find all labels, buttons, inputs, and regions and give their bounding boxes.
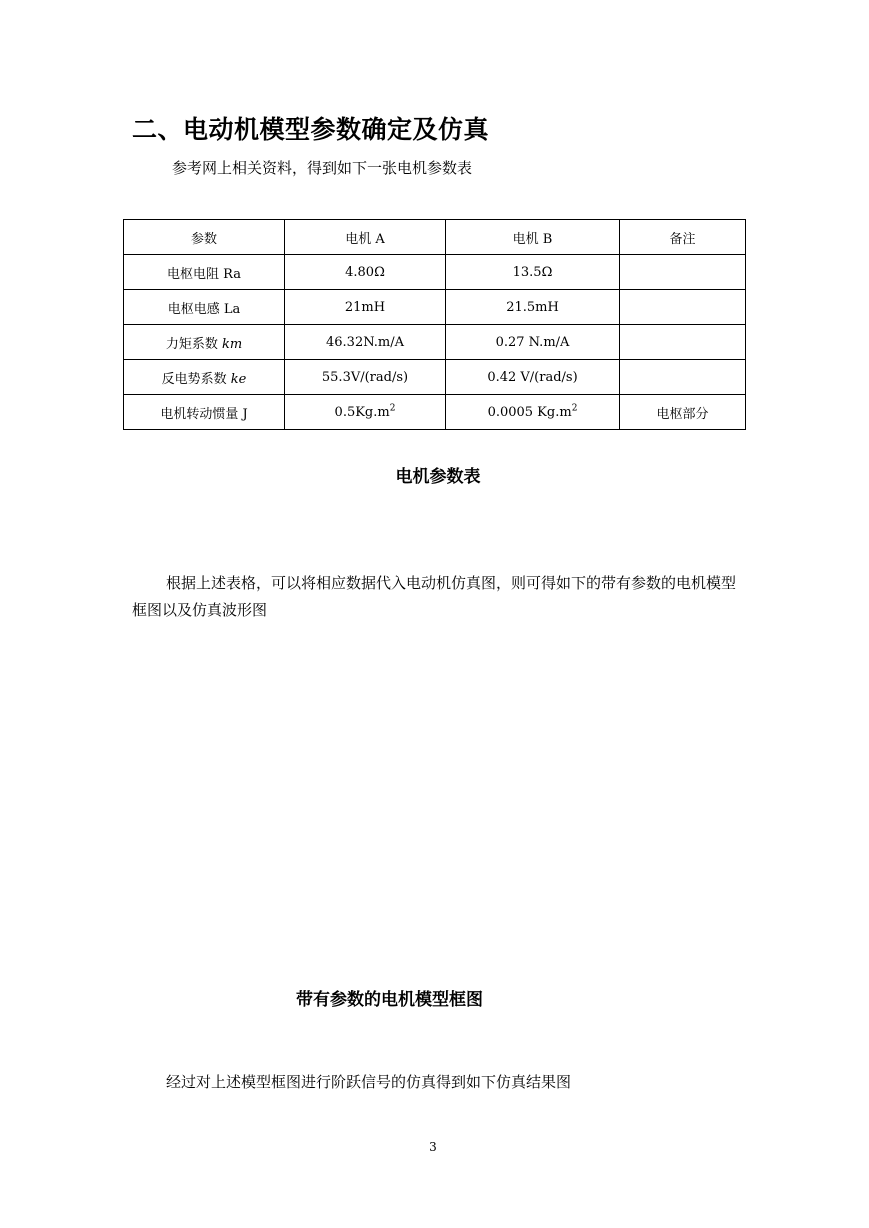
parameter-table: [123, 219, 746, 430]
motor-b-value: 13.5Ω: [512, 264, 553, 280]
body-paragraph: 根据上述表格，可以将相应数据代入电动机仿真图，则可得如下的带有参数的电机模型框图以及仿真波形图: [132, 574, 737, 619]
header-cell: 备注: [620, 220, 746, 255]
header-cell: 电机 A: [285, 220, 446, 255]
motor-b-cell: [446, 290, 620, 325]
table-row: [124, 290, 746, 325]
motor-a-cell: [285, 290, 446, 325]
table-row: [124, 395, 746, 430]
note-cell: [620, 325, 746, 360]
note-cell: [620, 290, 746, 325]
motor-a-value: 21mH: [344, 299, 386, 315]
motor-b-cell: [446, 325, 620, 360]
param-cell: [124, 360, 285, 395]
motor-b-cell: [446, 255, 620, 290]
motor-a-cell: [285, 360, 446, 395]
param-name: 电机转动惯量 J: [160, 406, 248, 422]
param-symbol: ke: [230, 371, 247, 387]
table-row: [124, 255, 746, 290]
param-cell: [124, 290, 285, 325]
header-cell: 参数: [124, 220, 285, 255]
param-cell: [124, 395, 285, 430]
simulation-text: 经过对上述模型框图进行阶跃信号的仿真得到如下仿真结果图: [166, 1073, 572, 1091]
motor-b-value: 21.5mH: [506, 299, 559, 315]
motor-a-cell: [285, 255, 446, 290]
motor-b-cell: [446, 360, 620, 395]
table-caption: 电机参数表: [395, 467, 481, 487]
param-name: 电枢电阻 Ra: [167, 266, 241, 282]
motor-a-value: 55.3V/(rad/s): [321, 369, 409, 385]
table-header-row: [124, 220, 746, 255]
section-title: 二、电动机模型参数确定及仿真: [132, 115, 490, 144]
page-number: 3: [429, 1140, 437, 1154]
param-name: 电枢电感 La: [167, 301, 241, 317]
motor-b-sup: 2: [571, 403, 578, 414]
param-cell: [124, 255, 285, 290]
motor-a-cell: [285, 325, 446, 360]
motor-a-value: 4.80Ω: [345, 264, 385, 280]
intro-text: 参考网上相关资料，得到如下一张电机参数表: [172, 159, 473, 177]
param-symbol: km: [221, 336, 243, 352]
param-cell: [124, 325, 285, 360]
table-row: [124, 325, 746, 360]
figure-caption: 带有参数的电机模型框图: [296, 990, 483, 1010]
motor-a-sup: 2: [389, 403, 396, 414]
note-cell: [620, 255, 746, 290]
motor-b-value: 0.42 V/(rad/s): [487, 369, 578, 385]
param-name: 力矩系数: [165, 336, 222, 352]
motor-a-value: 46.32N.m/A: [326, 334, 404, 350]
motor-b-cell: [446, 395, 620, 430]
header-cell: 电机 B: [446, 220, 620, 255]
note-cell: [620, 360, 746, 395]
motor-a-cell: [285, 395, 446, 430]
note-cell: 电枢部分: [620, 395, 746, 430]
motor-b-value: 0.27 N.m/A: [495, 334, 570, 350]
param-name: 反电势系数: [161, 371, 231, 387]
motor-a-value: 0.5Kg.m: [334, 404, 390, 420]
motor-b-value: 0.0005 Kg.m: [487, 404, 572, 420]
table-row: [124, 360, 746, 395]
